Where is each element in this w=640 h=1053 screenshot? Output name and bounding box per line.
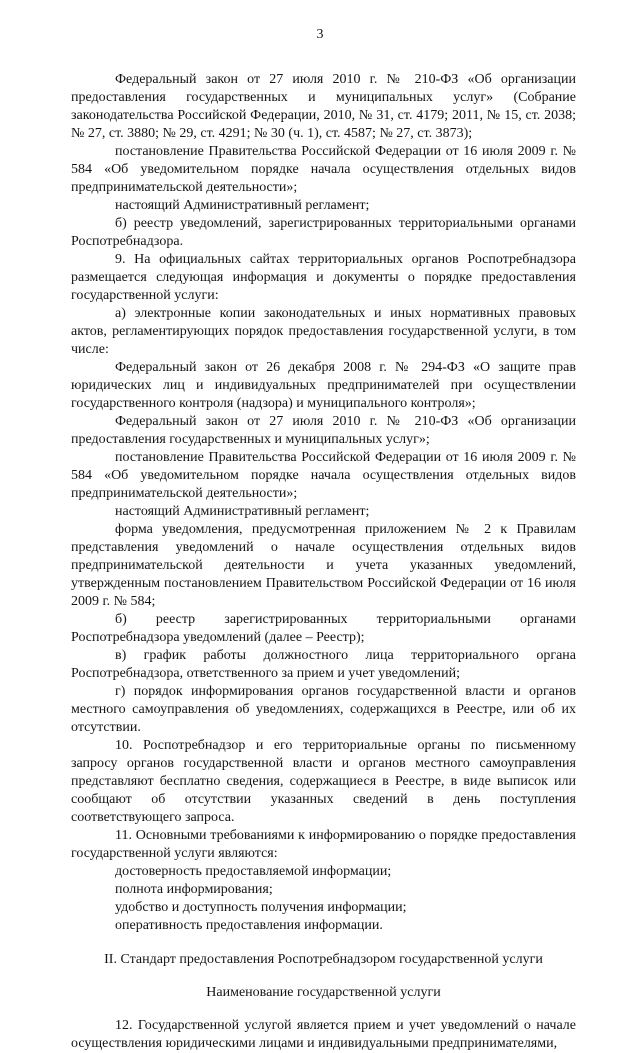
paragraph: Федеральный закон от 27 июля 2010 г. № 210-ФЗ «Об организации предоставления государственных и муниципальных услуг» (Собрание законодательства Российской Федерации, 2010, № 31, ст. 4179; 2011, № 15, ст. 2038; № 27, ст. 3880; № 29, ст. 4291; № 30 (ч. 1), ст. 4587; № 27, ст. 3873); — [71, 72, 576, 141]
paragraph: г) порядок информирования органов государственной власти и органов местного самоуправления об уведомлениях, содержащихся в Реестре, или об их отсутствии. — [71, 684, 576, 735]
list-item: удобство и доступность получения информации; — [115, 900, 407, 915]
section-heading: II. Стандарт предоставления Роспотребнадзором государственной услуги — [104, 952, 543, 967]
paragraph: Федеральный закон от 26 декабря 2008 г. № 294-ФЗ «О защите прав юридических лиц и индивидуальных предпринимателей при осуществлении государственного контроля (надзора) и муниципального контроля»; — [71, 360, 576, 411]
list-item: оперативность предоставления информации. — [115, 918, 383, 933]
paragraph: б) реестр зарегистрированных территориальными органами Роспотребнадзора уведомлений (далее – Реестр); — [71, 612, 576, 645]
subheading: Наименование государственной услуги — [206, 985, 441, 1000]
page-number: 3 — [316, 27, 324, 42]
paragraph: 12. Государственной услугой является прием и учет уведомлений о начале осуществления юридическими лицами и индивидуальными предпринимателями, — [71, 1018, 576, 1051]
paragraph: Федеральный закон от 27 июля 2010 г. № 210-ФЗ «Об организации предоставления государственных и муниципальных услуг»; — [71, 414, 576, 447]
paragraph: б) реестр уведомлений, зарегистрированных территориальными органами Роспотребнадзора. — [71, 216, 576, 249]
paragraph: форма уведомления, предусмотренная приложением № 2 к Правилам представления уведомлений о начале осуществления отдельных видов предпринимательской деятельности и учета указанных уведомлений, утвержденным постановлением Правительством Российской Федерации от 16 июля 2009 г. № 584; — [71, 522, 576, 609]
paragraph: 9. На официальных сайтах территориальных органов Роспотребнадзора размещается следующая информация и документы о порядке предоставления государственной услуги: — [71, 252, 576, 303]
paragraph: настоящий Административный регламент; — [115, 198, 370, 213]
list-item: полнота информирования; — [115, 882, 273, 897]
paragraph: 10. Роспотребнадзор и его территориальные органы по письменному запросу органов государственной власти и органов местного самоуправления представляют бесплатно сведения, содержащиеся в Реестре, в виде выписок или сообщают об отсутствии указанных сведений в день поступления соответствующего запроса. — [71, 738, 576, 825]
paragraph: постановление Правительства Российской Федерации от 16 июля 2009 г. № 584 «Об уведомительном порядке начала осуществления отдельных видов предпринимательской деятельности»; — [71, 144, 576, 195]
paragraph: 11. Основными требованиями к информированию о порядке предоставления государственной услуги являются: — [71, 828, 576, 861]
paragraph: настоящий Административный регламент; — [115, 504, 370, 519]
list-item: достоверность предоставляемой информации; — [115, 864, 392, 879]
paragraph: а) электронные копии законодательных и иных нормативных правовых актов, регламентирующих порядок предоставления государственной услуги, в том числе: — [71, 306, 576, 357]
paragraph: постановление Правительства Российской Федерации от 16 июля 2009 г. № 584 «Об уведомительном порядке начала осуществления отдельных видов предпринимательской деятельности»; — [71, 450, 576, 501]
document-body — [71, 71, 576, 1053]
paragraph: в) график работы должностного лица территориального органа Роспотребнадзора, ответственного за прием и учет уведомлений; — [71, 648, 576, 681]
